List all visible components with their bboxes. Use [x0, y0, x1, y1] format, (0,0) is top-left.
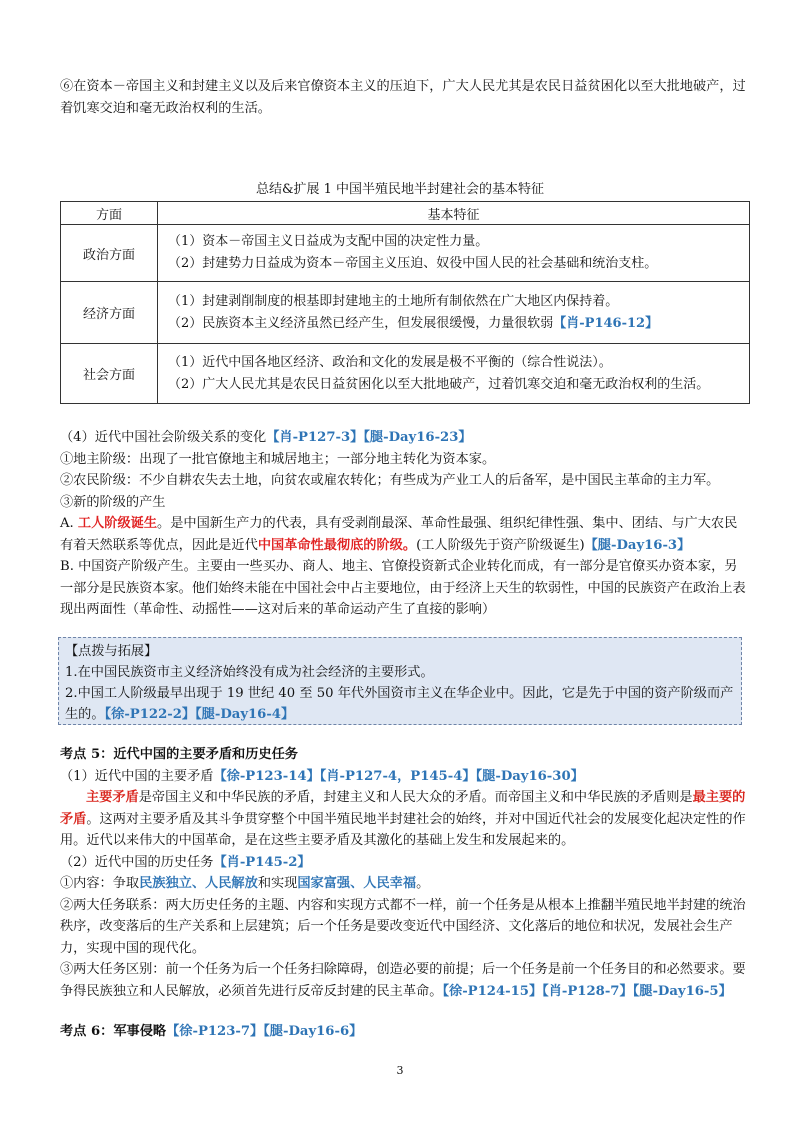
item-text: (工人阶级先于资产阶级诞生)	[416, 537, 585, 553]
heading-text: （4）近代中国社会阶级关系的变化	[60, 430, 267, 445]
highlight-text: 主要矛盾	[86, 790, 139, 805]
item-text: 和实现	[257, 876, 298, 891]
subsection-heading	[60, 766, 750, 788]
kaodian-5-section	[60, 744, 750, 1002]
tip-text: 2.中国工人阶级最早出现于 19 世纪 40 至 50 年代外国资市主义在华企业中。因此，它是先于中国的资产阶级而产生的。	[65, 686, 734, 722]
new-class-item: ③新的阶级的产生	[60, 494, 166, 510]
section-heading	[60, 427, 750, 449]
paragraph-text: 是帝国主义和中华民族的矛盾，封建主义和人民大众的矛盾。而帝国主义和中华民族的矛盾则是	[138, 790, 693, 805]
table-row-economic	[61, 282, 750, 344]
row-category: 经济方面	[61, 282, 158, 344]
feature-line: （2）广大人民尤其是农民日益贫困化以至大批地破产，过着饥寒交迫和毫无政治权利的生活。	[168, 376, 710, 392]
table-row-social	[61, 344, 750, 404]
reference-tag: 【肖-P146-12】	[553, 315, 659, 331]
header-features: 基本特征	[158, 202, 750, 225]
class-change-section	[60, 427, 750, 621]
section-title: 考点 6：军事侵略	[60, 1024, 167, 1039]
task-relation-item: ②两大任务联系：两大历史任务的主题、内容和实现方式都不一样，前一个任务是从根本上推翻半殖民地半封建的统治秩序，改变落后的生产关系和上层建筑；后一个任务是要改变近代中国经济、文化落后的地位和状况，发展社会生产力，实现中国的现代化。	[60, 897, 746, 956]
paragraph-text: 。这两对主要矛盾及其斗争贯穿整个中国半殖民地半封建社会的始终，并对中国近代社会的发展变化起决定性的作用。近代以来伟大的中国革命，是在这些主要矛盾及其激化的基础上发生和发展起来的。	[60, 811, 746, 848]
tip-line	[65, 683, 735, 725]
feature-line	[168, 313, 741, 335]
peasant-class-item: ②农民阶级：不少自耕农失去土地，向贫农或雇农转化；有些成为产业工人的后备军，是中国民主革命的主力军。	[60, 473, 720, 488]
reference-tag: 【徐-P122-2】【腿-Day16-4】	[104, 707, 295, 722]
bourgeoisie-item: B. 中国资产阶级产生。主要由一些买办、商人、地主、官僚投资新式企业转化而成，有一部分是官僚买办资本家，另一部分是民族资本家。他们始终未能在中国社会中占主要地位，由于经济上天生的软弱性，中国的民族资产在政治上表现出两面性（革命性、动摇性——这对后来的革命运动产生了直接的影响）	[60, 559, 746, 617]
heading-text: （2）近代中国的历史任务	[60, 854, 214, 870]
highlight-text: 中国革命性最彻底的阶级。	[257, 537, 417, 553]
item-text: 。是中国新生产力的代表，具有受剥削最深、革命性最强、组织纪律性强、集中、团结、与广大农民有着天然联系等优点，因此是近代	[60, 516, 738, 553]
item-text: 。	[416, 876, 430, 891]
row-description	[158, 225, 750, 282]
landlord-class-item: ①地主阶级：出现了一批官僚地主和城居地主；一部分地主转化为资本家。	[60, 451, 496, 467]
tips-box	[58, 637, 742, 725]
highlight-text: 国家富强、人民幸福	[297, 876, 417, 891]
item-text: ③两大任务区别：前一个任务为后一个任务扫除障碍，创造必要的前提；后一个任务是前一个任务目的和必然要求。要争得民族独立和人民解放，必须首先进行反帝反封建的民主革命。	[60, 962, 746, 999]
page-number: 3	[396, 1064, 404, 1077]
reference-tag: 【徐-P123-14】【肖-P127-4，P145-4】【腿-Day16-30】	[213, 768, 584, 784]
feature-line: （1）资本－帝国主义日益成为支配中国的决定性力量。	[168, 234, 489, 249]
reference-tag: 【肖-P145-2】	[213, 854, 311, 870]
feature-line: （2）封建势力日益成为资本－帝国主义压迫、奴役中国人民的社会基础和统治支柱。	[168, 256, 658, 271]
section-title: 考点 5：近代中国的主要矛盾和历史任务	[60, 747, 298, 762]
row-category: 社会方面	[61, 344, 158, 404]
item-text: ①内容：争取	[60, 876, 140, 891]
table-header-row	[61, 202, 750, 225]
feature-line: （1）封建剥削制度的根基即封建地主的土地所有制依然在广大地区内保持着。	[168, 293, 619, 309]
features-table	[60, 201, 750, 404]
reference-tag: 【徐-P124-15】【肖-P128-7】【腿-Day16-5】	[442, 983, 732, 999]
subsection-heading	[60, 852, 750, 874]
highlight-text: 最主要的矛盾	[60, 790, 746, 827]
reference-tag: 【徐-P123-7】【腿-Day16-6】	[166, 1024, 363, 1039]
table-caption: 总结&扩展 1 中国半殖民地半封建社会的基本特征	[255, 182, 545, 197]
item-prefix: A.	[60, 516, 78, 531]
reference-tag: 【腿-Day16-3】	[584, 537, 691, 553]
contradiction-paragraph	[60, 787, 750, 852]
table-row-political	[61, 225, 750, 282]
row-description	[158, 344, 750, 404]
task-content-item	[60, 873, 750, 895]
tip-line: 1.在中国民族资市主义经济始终没有成为社会经济的主要形式。	[65, 665, 434, 680]
row-category: 政治方面	[61, 225, 158, 282]
intro-paragraph-6: ⑥在资本－帝国主义和封建主义以及后来官僚资本主义的压迫下，广大人民尤其是农民日益贫困化以至大批地破产，过着饥寒交迫和毫无政治权利的生活。	[60, 79, 746, 116]
highlight-text: 工人阶级诞生	[77, 516, 158, 531]
kaodian-6-section	[60, 1021, 750, 1043]
reference-tag: 【肖-P127-3】【腿-Day16-23】	[266, 430, 472, 445]
header-aspect: 方面	[61, 202, 158, 225]
tips-title: 【点拨与拓展】	[65, 644, 158, 659]
working-class-item	[60, 513, 750, 556]
feature-text: （2）民族资本主义经济虽然已经产生，但发展很缓慢，力量很软弱	[168, 315, 554, 331]
heading-text: （1）近代中国的主要矛盾	[60, 768, 214, 784]
highlight-text: 民族独立、人民解放	[139, 876, 258, 891]
feature-line: （1）近代中国各地区经济、政治和文化的发展是极不平衡的（综合性说法）。	[168, 354, 612, 370]
row-description	[158, 282, 750, 344]
task-difference-item	[60, 959, 750, 1002]
